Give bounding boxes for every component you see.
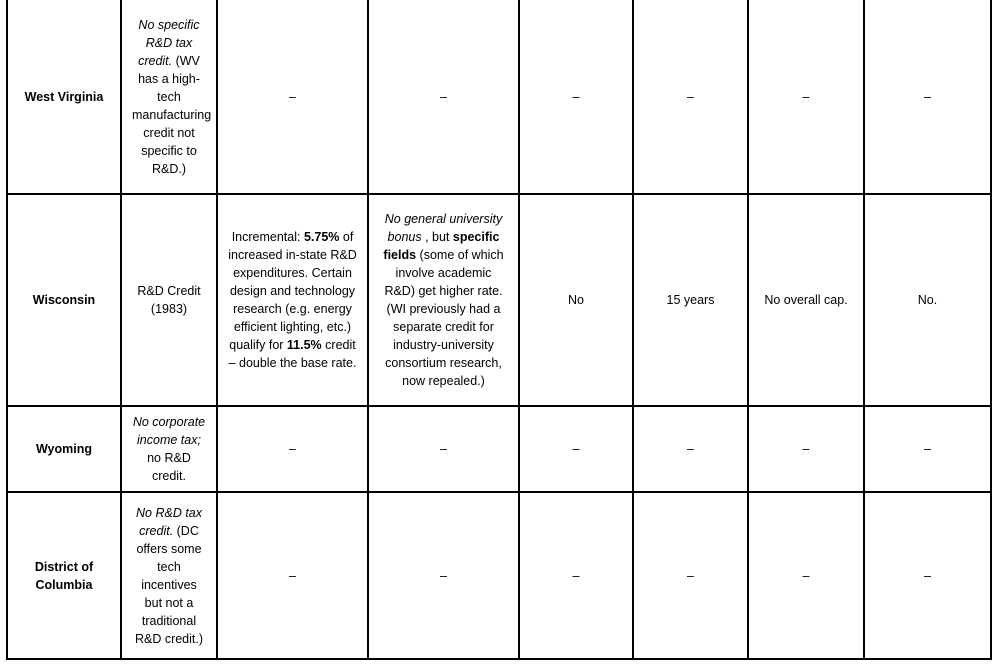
university-cell: – [368, 0, 519, 194]
carryforward-cell: – [633, 406, 748, 492]
rate-text: Incremental: [231, 230, 304, 244]
other-cell: – [864, 492, 991, 659]
table-row [7, 0, 991, 194]
rate-cell [217, 194, 368, 406]
rate-text: credit – double the base rate. [228, 338, 357, 370]
credit-text: (WV has a high-tech manufacturing credit not specific to R&D.) [132, 53, 212, 176]
cap-cell: – [748, 0, 864, 194]
table-row [7, 406, 991, 492]
table-row [7, 492, 991, 659]
other-cell: – [864, 406, 991, 492]
credit-italic-text: No R&D tax credit. [136, 505, 202, 538]
refundable-cell: – [519, 0, 633, 194]
rate-cell: – [217, 0, 368, 194]
carryforward-cell: – [633, 0, 748, 194]
university-cell: – [368, 406, 519, 492]
credit-text: (DC offers some tech incentives but not a traditional R&D credit.) [134, 523, 204, 646]
cap-cell: No overall cap. [748, 194, 864, 406]
credit-cell [121, 0, 217, 194]
university-text: , but [421, 230, 453, 244]
credit-cell: R&D Credit (1983) [121, 194, 217, 406]
carryforward-cell: – [633, 492, 748, 659]
state-cell: Wisconsin [7, 194, 121, 406]
credit-cell [121, 406, 217, 492]
rate-cell: – [217, 406, 368, 492]
credit-italic-text: No specific R&D tax credit. [138, 17, 200, 68]
cap-cell: – [748, 406, 864, 492]
university-text: (some of which involve academic R&D) get higher rate. (WI previously had a separate credit for industry-university consortium research, now repealed.) [384, 248, 504, 388]
rate-base-value: 5.75% [303, 230, 340, 244]
other-cell: – [864, 0, 991, 194]
state-cell: District of Columbia [7, 492, 121, 659]
state-cell: West Virginia [7, 0, 121, 194]
refundable-cell: No [519, 194, 633, 406]
refundable-cell: – [519, 406, 633, 492]
rate-text: of increased in-state R&D expenditures. Certain design and technology research (e.g. energy efficient lighting, etc.) qualify for [228, 230, 357, 352]
rate-cell: – [217, 492, 368, 659]
credit-cell [121, 492, 217, 659]
university-cell: – [368, 492, 519, 659]
table-row [7, 194, 991, 406]
cap-cell: – [748, 492, 864, 659]
rd-credit-table [6, 0, 992, 660]
university-bold-text: specific fields [383, 230, 500, 262]
university-italic-text: No general university bonus [384, 212, 503, 244]
university-cell [368, 194, 519, 406]
state-cell: Wyoming [7, 406, 121, 492]
credit-text: no R&D credit. [147, 451, 191, 483]
rate-double-value: 11.5% [286, 338, 322, 352]
other-cell: No. [864, 194, 991, 406]
refundable-cell: – [519, 492, 633, 659]
carryforward-cell: 15 years [633, 194, 748, 406]
credit-italic-text: No corporate income tax; [132, 415, 206, 447]
